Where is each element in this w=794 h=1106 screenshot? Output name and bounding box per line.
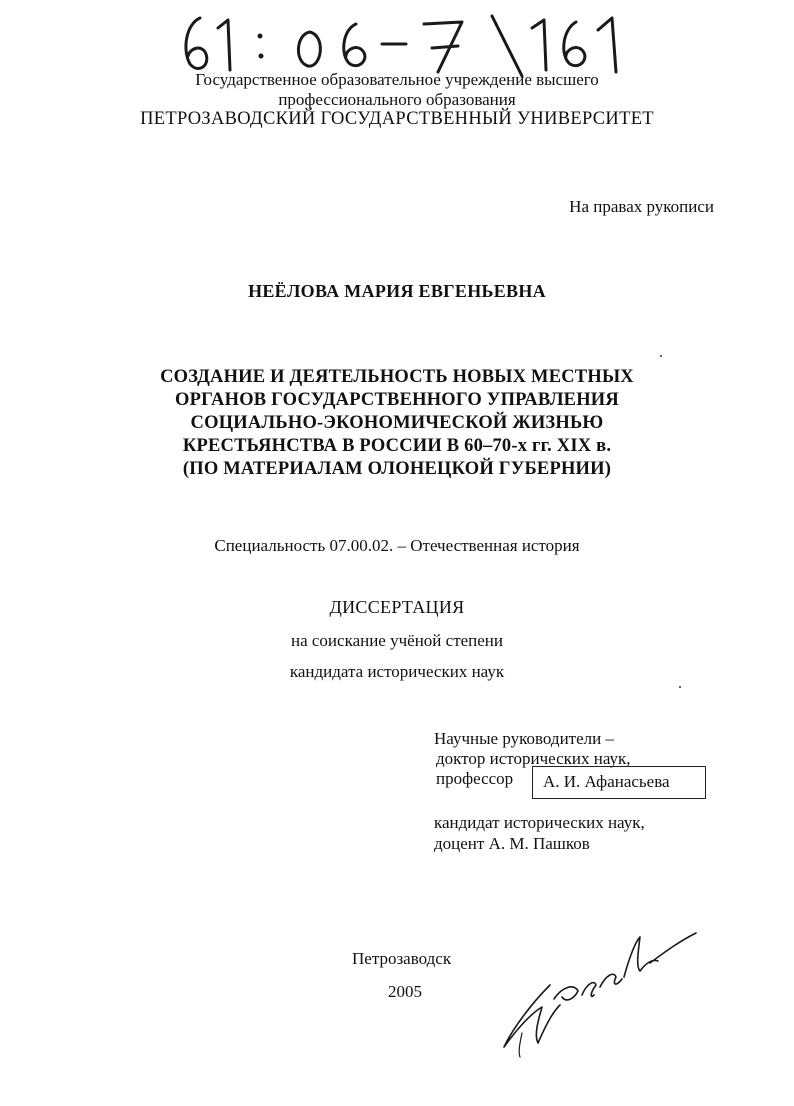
supervisor-1-name: А. И. Афанасьева — [532, 766, 706, 799]
specialty: Специальность 07.00.02. – Отечественная история — [214, 536, 580, 555]
title-line: СОЦИАЛЬНО-ЭКОНОМИЧЕСКОЙ ЖИЗНЬЮ — [190, 413, 604, 433]
university-name: ПЕТРОЗАВОДСКИЙ ГОСУДАРСТВЕННЫЙ УНИВЕРСИТЕТ — [140, 109, 654, 129]
signature — [490, 925, 700, 1060]
speck-mark — [679, 686, 681, 688]
supervisor-1-degree: доктор исторических наук, — [436, 749, 631, 768]
city: Петрозаводск — [352, 949, 452, 968]
degree-line-2: кандидата исторических наук — [289, 662, 505, 681]
institution-line-1: Государственное образовательное учреждение высшего — [195, 70, 599, 89]
title-line: ОРГАНОВ ГОСУДАРСТВЕННОГО УПРАВЛЕНИЯ — [175, 390, 619, 410]
supervisors-heading: Научные руководители – — [434, 729, 614, 748]
title-line: (ПО МАТЕРИАЛАМ ОЛОНЕЦКОЙ ГУБЕРНИИ) — [182, 459, 612, 479]
title-line: СОЗДАНИЕ И ДЕЯТЕЛЬНОСТЬ НОВЫХ МЕСТНЫХ — [160, 367, 634, 387]
degree-line-1: на соискание учёной степени — [290, 631, 504, 650]
rights-note: На правах рукописи — [569, 197, 714, 216]
work-type-label: ДИССЕРТАЦИЯ — [329, 597, 465, 617]
supervisor-2-line: доцент А. М. Пашков — [434, 834, 590, 853]
institution-line-2: профессионального образования — [278, 90, 516, 109]
year: 2005 — [388, 982, 422, 1001]
author-name: НЕЁЛОВА МАРИЯ ЕВГЕНЬЕВНА — [248, 281, 546, 301]
supervisor-1-rank: профессор — [436, 769, 514, 788]
title-line: КРЕСТЬЯНСТВА В РОССИИ В 60–70-х гг. XIX в. — [182, 436, 612, 456]
speck-mark — [660, 355, 662, 357]
supervisor-2-degree: кандидат исторических наук, — [434, 813, 645, 832]
dissertation-title — [0, 366, 794, 481]
